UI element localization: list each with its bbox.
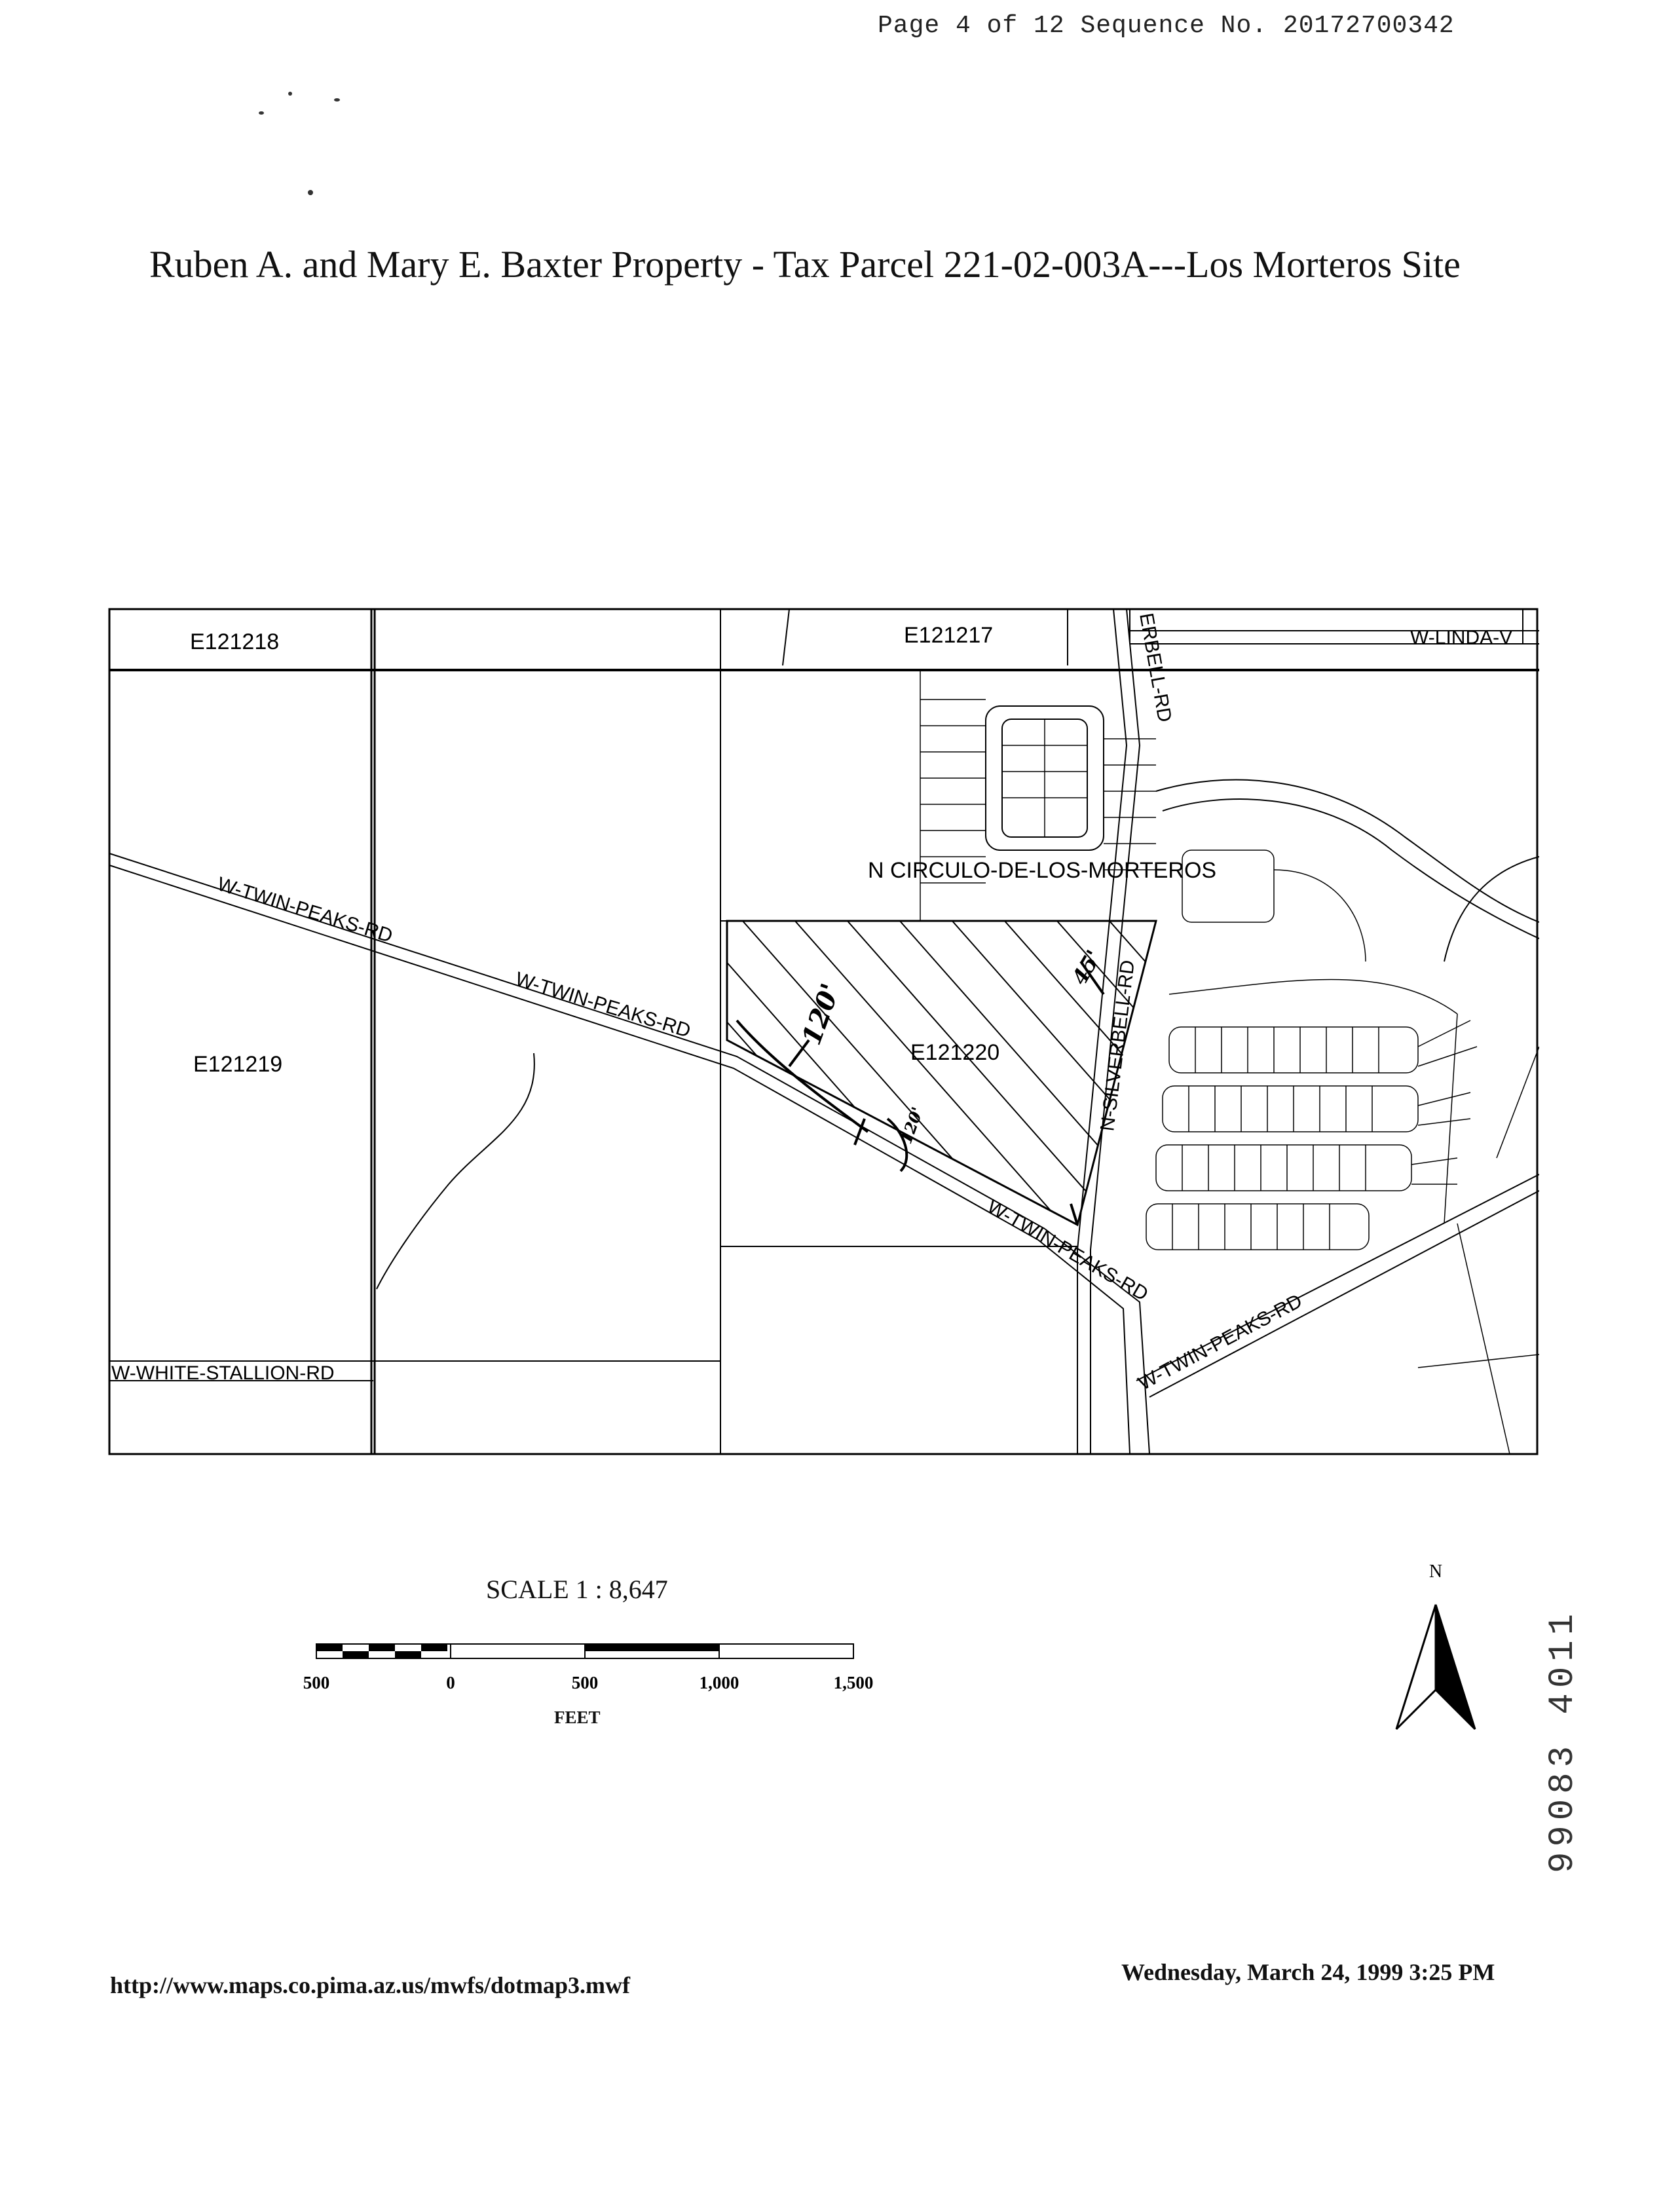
scan-speck: [308, 190, 313, 195]
scan-speck: [259, 111, 264, 115]
scale-tick-label: 500: [571, 1673, 599, 1692]
subdivision-road: [1156, 780, 1539, 922]
parcel-boundary-line: [1418, 1047, 1539, 1454]
print-date: Wednesday, March 24, 1999 3:25 PM: [1121, 1959, 1495, 1985]
road-label: W-TWIN-PEAKS-RD: [214, 873, 396, 947]
subdivision-lots: [1146, 850, 1477, 1250]
parcel-label: E121219: [193, 1052, 283, 1077]
wash-line: [377, 1053, 534, 1289]
road-label: N CIRCULO-DE-LOS-MORTEROS: [868, 858, 1217, 883]
road-label: W-LINDA-V: [1410, 627, 1513, 648]
subdivision-road: [1163, 799, 1539, 939]
document-stamp: 99083 4011: [1543, 1608, 1583, 1873]
page-sequence-header: Page 4 of 12 Sequence No. 20172700342: [878, 12, 1455, 40]
scale-tick-label: 0: [446, 1673, 455, 1692]
north-label: N: [1428, 1561, 1443, 1582]
handwritten-dimension: 45': [1067, 945, 1107, 989]
scale-tick-label: 1,500: [833, 1673, 874, 1692]
scale-bar: [298, 1636, 887, 1708]
scale-title: SCALE 1 : 8,647: [486, 1575, 668, 1604]
page-title: Ruben A. and Mary E. Baxter Property - Tax Parcel 221-02-003A---Los Morteros Site: [149, 243, 1461, 286]
scan-speck: [288, 92, 292, 96]
handwritten-marks: [737, 962, 1104, 1225]
subdivision-road: [1444, 857, 1539, 962]
parcel-label: E121217: [904, 623, 994, 648]
road-label: W-WHITE-STALLION-RD: [111, 1362, 335, 1384]
parcel-label: E121220: [910, 1040, 1000, 1065]
scale-tick-label: 500: [303, 1673, 330, 1692]
scale-unit: FEET: [554, 1708, 601, 1727]
parcel-label: E121218: [190, 629, 280, 654]
handwritten-dimension: 120': [896, 1104, 927, 1147]
scale-tick-label: 1,000: [699, 1673, 739, 1692]
road-label: W-TWIN-PEAKS-RD: [983, 1195, 1152, 1305]
target-parcel-hatching: [593, 870, 1457, 1315]
scan-speck: [334, 98, 340, 102]
handwritten-dimension: 120': [796, 979, 847, 1049]
road-label: W-TWIN-PEAKS-RD: [1134, 1290, 1306, 1395]
subdivision-lots: [920, 670, 1156, 921]
parcel-boundary-line: [783, 609, 789, 665]
road-label: ERBELL-RD: [1135, 611, 1176, 724]
north-arrow-icon: [1389, 1559, 1493, 1749]
road-label: W-TWIN-PEAKS-RD: [512, 968, 694, 1042]
road-edge: [109, 853, 1045, 1229]
road-label: N-SILVERBELL-RD: [1096, 958, 1139, 1132]
road-edge: [1149, 1191, 1539, 1397]
parcel-map: [108, 595, 1539, 1456]
source-url: http://www.maps.co.pima.az.us/mwfs/dotmap3.mwf: [110, 1972, 631, 1998]
